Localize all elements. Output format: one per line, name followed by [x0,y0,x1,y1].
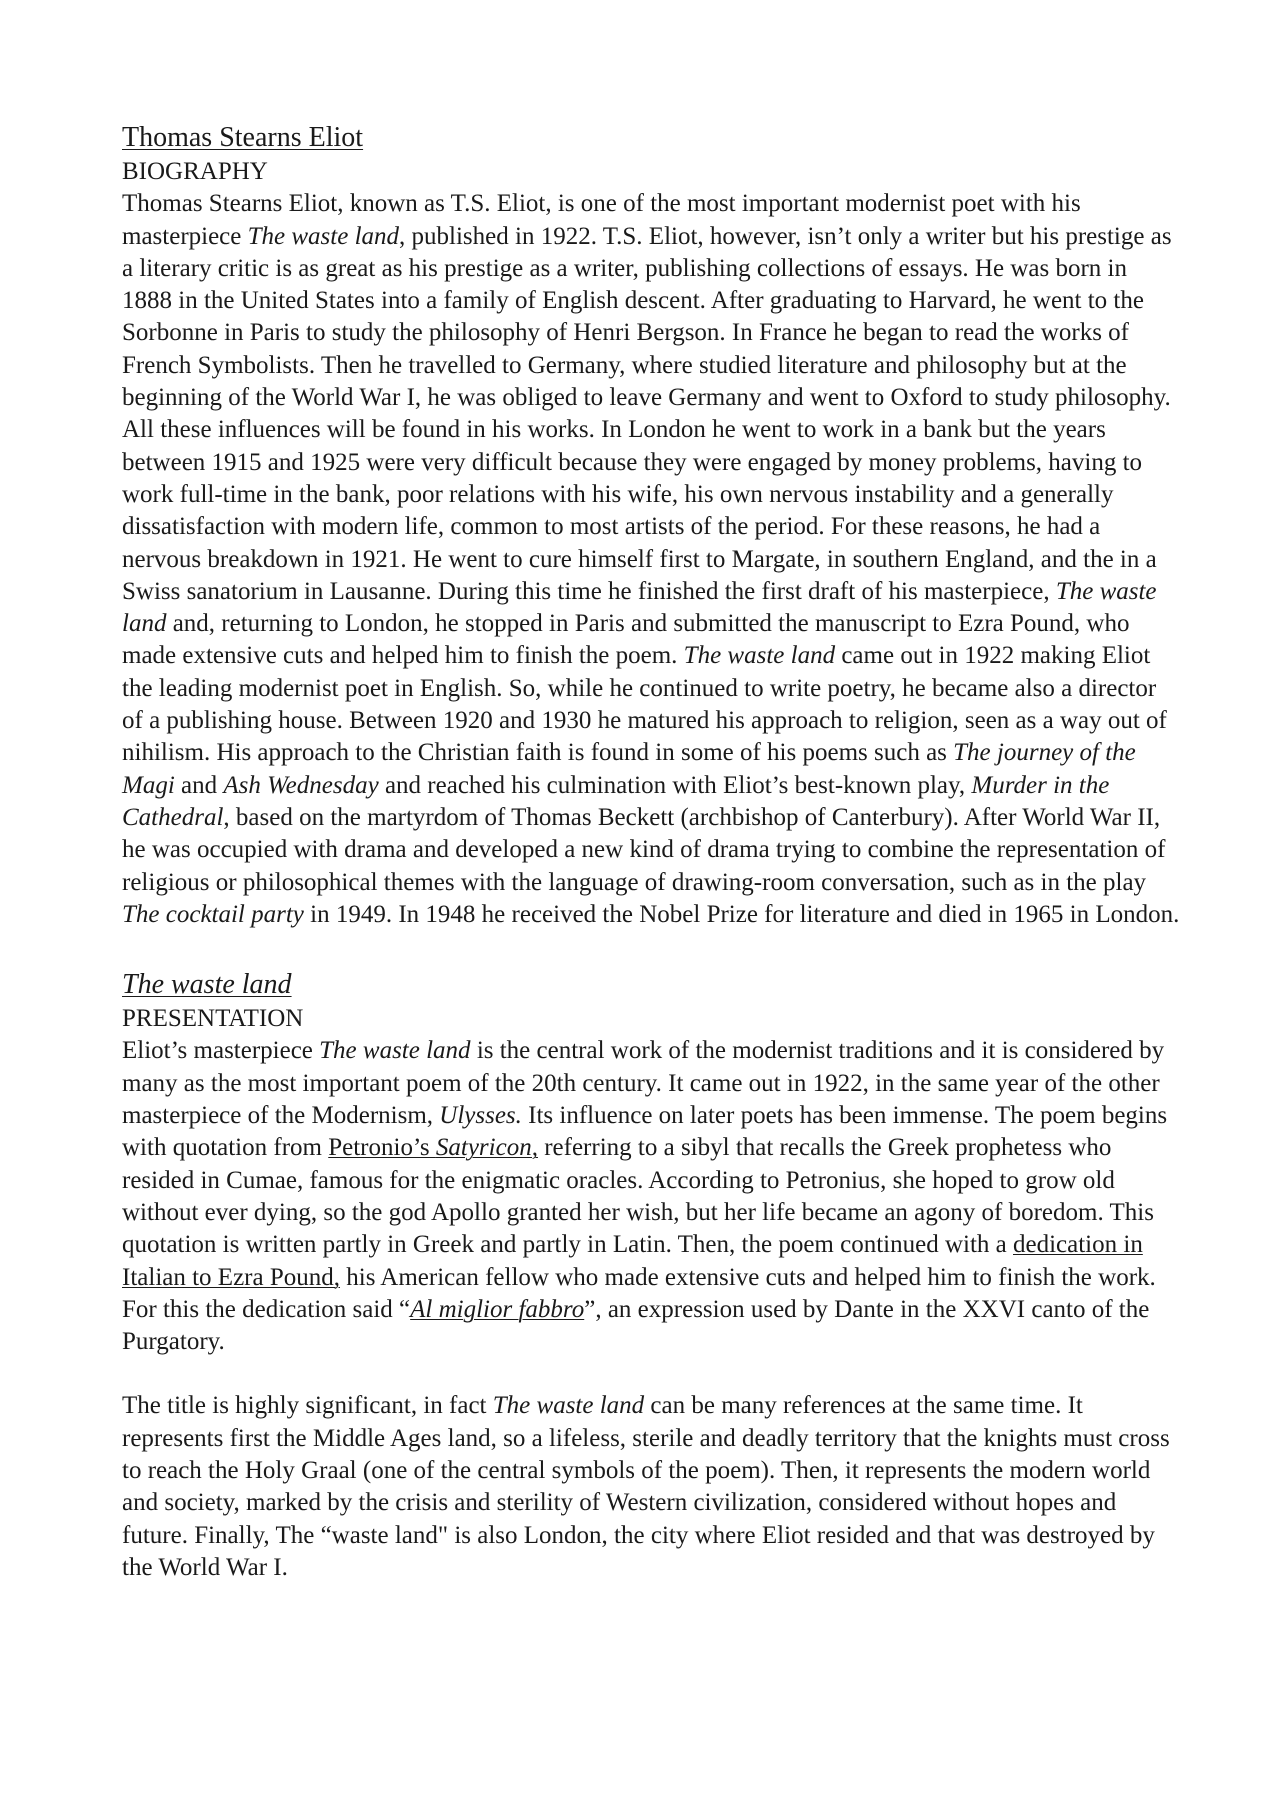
bio-italic-6: Murder in the Cathedral [122,771,1110,831]
presentation-label: PRESENTATION [122,1005,304,1033]
biography-label: BIOGRAPHY [122,158,268,185]
bio-text-4: came out in 1922 making Eliot the leading modernist poet in English. So, while he continued to write poetry, he became also a director of a publishing house. Between 1920 and 1930 he matured his approach to religion, seen as a way out of nihilism. His approach to the Christian faith is found in some of his poems such as [122,642,1167,767]
bio-italic-2: The waste land [122,577,1157,638]
bio-italic-3: The waste land [683,642,836,670]
al-miglior-fabbro-link[interactable]: Al miglior fabbro [410,1295,585,1323]
bio-text-6: and reached his culmination with Eliot’s best-known play, [378,771,972,799]
bio-italic-7: The cocktail party [122,900,304,928]
waste-land-title: The waste land [122,969,292,1001]
title-significance-paragraph [122,1390,1182,1584]
section-spacer [122,931,1182,967]
pres-italic-1: The waste land [319,1037,471,1065]
bio-text-7: , based on the martyrdom of Thomas Beckett (archbishop of Canterbury). After World War II, he was occupied with drama and developed a new kind of drama trying to combine the representation of religious or philosophical themes with the language of drawing-room conversation, such as in the play [122,803,1166,896]
pres-text-1: Eliot’s masterpiece [122,1037,320,1065]
sig-italic-1: The waste land [492,1392,645,1420]
bio-text-3: and, returning to London, he stopped in Paris and submitted the manuscript to Ezra Pound, who made extensive cuts and helped him to finish the poem. [122,610,1130,670]
bio-italic-1: The waste land [247,222,400,250]
pres-text-3: Its influence on later poets has been immense. The poem begins with quotation from [122,1102,1168,1162]
bio-text-1: Thomas Stearns Eliot, known as T.S. Eliot, is one of the most important modernist poet with his masterpiece [122,190,1081,250]
dedication-link[interactable]: dedication in Italian to Ezra Pound, [122,1231,1143,1291]
bio-text-2: , published in 1922. T.S. Eliot, however, isn’t only a writer but his prestige as a literary critic is as great as his prestige as a writer, publishing collections of essays. He was born in 1888 in the United States into a family of English descent. After graduating to Harvard, he went to the Sorbonne in Paris to study the philosophy of Henri Bergson. In France he began to read the works of French Symbolists. Then he travelled to Germany, where studied literature and philosophy but at the beginning of the World War I, he was obliged to leave Germany and went to Oxford to study philosophy. All these influences will be found in his works. In London he went to work in a bank but the years between 1915 and 1925 were very difficult because they were engaged by money problems, having to work full-time in the bank, poor relations with his wife, his own nervous instability and a generally dissatisfaction with modern life, common to most artists of the period. For these reasons, he had a nervous breakdown in 1921. He went to cure himself first to Margate, in southern England, and the in a Swiss sanatorium in Lausanne. During this time he finished the first draft of his masterpiece, [122,222,1172,605]
pres-text-5: his American fellow who made extensive cuts and helped him to finish the work. For this the dedication said “ [122,1263,1156,1323]
paragraph-spacer [122,1358,1182,1390]
pres-text-2: is the central work of the modernist traditions and it is considered by many as the most important poem of the 20th century. It came out in 1922, in the same year of the other masterpiece of the Modernism, [122,1037,1165,1130]
sig-text-2: can be many references at the same time. It represents first the Middle Ages land, so a lifeless, sterile and deadly territory that the knights must cross to reach the Holy Graal (one of the central symbols of the poem). Then, it represents the modern world and society, marked by the crisis and sterility of Western civilization, considered without hopes and future. Finally, The “waste land" is also London, the city where Eliot resided and that was destroyed by the World War I. [122,1392,1170,1581]
satyricon-text: Satyricon, [435,1134,538,1162]
pres-text-4: referring to a sibyl that recalls the Greek prophetess who resided in Cumae, famous for the enigmatic oracles. According to Petronius, she hoped to grow old without ever dying, so the god Apollo granted her wish, but her life became an agony of boredom. This quotation is written partly in Greek and partly in Latin. Then, the poem continued with a [122,1134,1154,1259]
bio-text-8: in 1949. In 1948 he received the Nobel Prize for literature and died in 1965 in London. [303,900,1180,928]
sig-text-1: The title is highly significant, in fact [122,1392,493,1420]
bio-italic-4: The journey of the Magi [122,739,1136,799]
biography-title: Thomas Stearns Eliot [122,122,364,153]
document-page [122,120,1182,1584]
pres-italic-2: Ulysses. [439,1102,522,1130]
pres-text-6: ”, an expression used by Dante in the XXVI canto of the Purgatory. [122,1295,1150,1356]
bio-italic-5: Ash Wednesday [223,771,379,799]
bio-text-5: and [174,771,224,799]
presentation-paragraph [122,1035,1182,1358]
petronio-text: Petronio’s [328,1134,436,1162]
petronio-link[interactable] [328,1134,538,1161]
biography-paragraph [122,188,1182,931]
